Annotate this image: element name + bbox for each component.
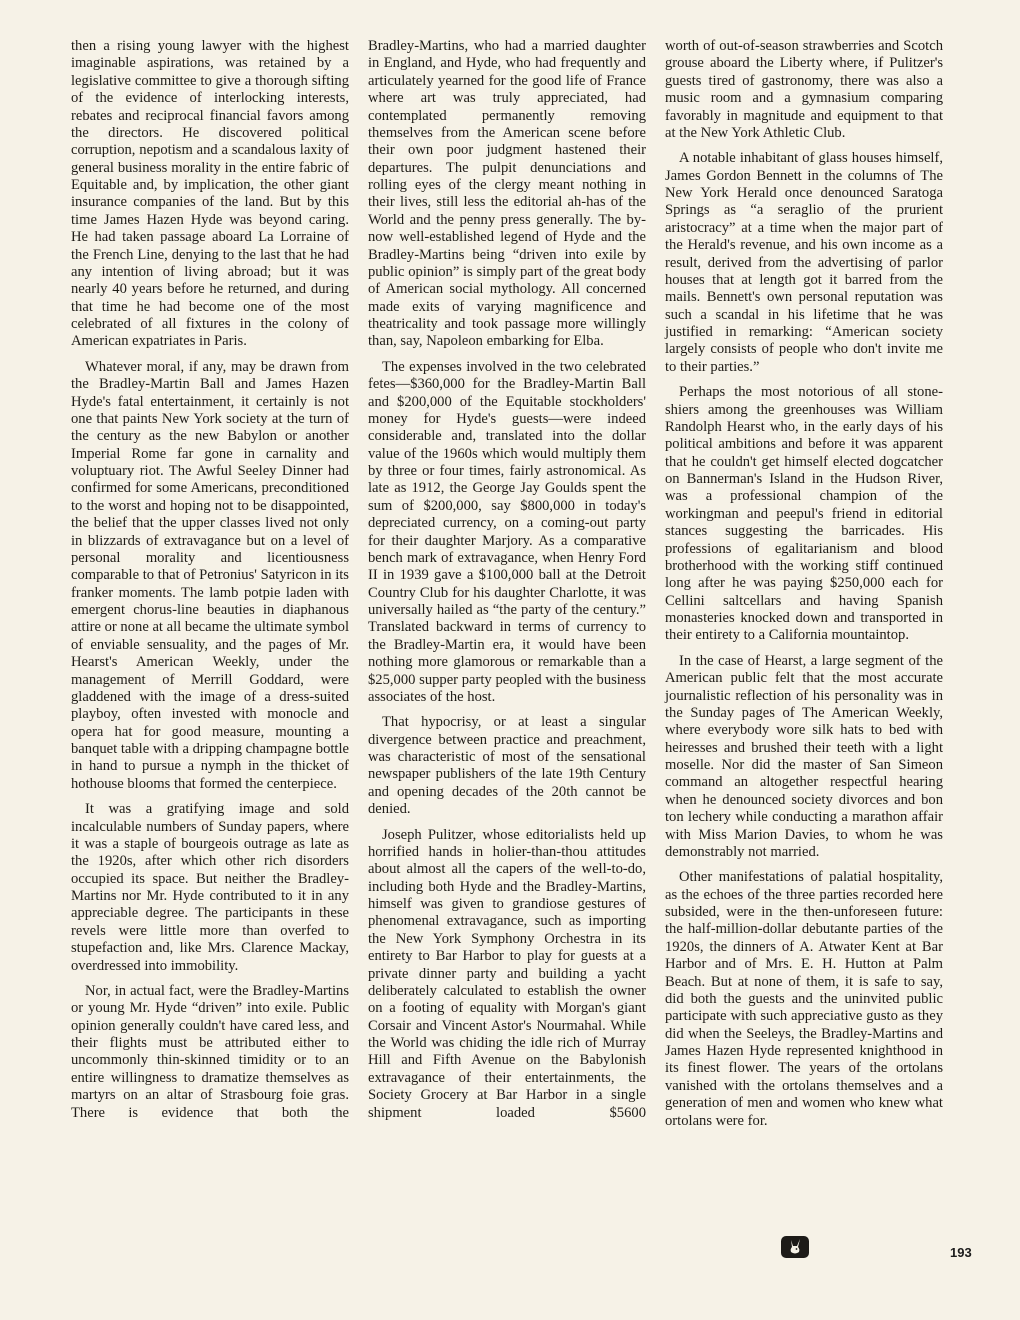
page-number: 193 [950, 1245, 972, 1260]
paragraph: then a rising young lawyer with the highest imaginable aspirations, was retained by a legislative committee to give a thorough sifting of the evidence of interlocking interests, rebates and reciprocal financial favors among the directors. He discovered political corruption, nepotism and a scandalous laxity of general business morality in the entire fabric of Equitable and, by implication, the other giant insurance companies of the land. But by this time James Hazen Hyde was beyond caring. He had taken passage aboard La Lorraine of the French Line, denying to the last that he had any intention of living abroad; but it was nearly 40 years before he returned, and during that time he had become one of the most celebrated of all fixtures in the colony of American expatriates in Paris. [71, 38, 349, 350]
paragraph: In the case of Hearst, a large segment of the American public felt that the most accurate journalistic reflection of his personality was in the Sunday pages of The American Weekly, where everybody wore silk hats to bed with heiresses and brushed their teeth with a light moselle. Nor did the master of San Simeon command an altogether respectful hearing when he denounced society divorces and bon ton lechery while conducting a marathon affair with Miss Marion Davies, to whom he was demonstrably not married. [665, 652, 943, 860]
paragraph: Perhaps the most notorious of all stone-shiers among the greenhouses was William Randolph Hearst who, in the early days of his political ambitions and before it was apparent that he couldn't get himself elected dogcatcher on Bannerman's Island in the Hudson River, was a professional champion of the workingman and peepul's friend in editorial stances suggesting the barricades. His professions of egalitarianism and blood brotherhood with the working stiff continued long after he was paying $250,000 each for Cellini saltcellars and having Spanish monasteries knocked down and transported in their entirety to a California mountaintop. [665, 384, 943, 644]
text-column-1 [71, 38, 349, 1130]
paragraph: Joseph Pulitzer, whose editorialists held up horrified hands in holier-than-thou attitudes about almost all the capers of the well-to-do, including both Hyde and the Bradley-Martins, himself was given to grandiose gestures of phenomenal extravagance, such as importing the New York Symphony Orchestra in its entirety to Bar Harbor to play for guests at a private dinner party and building a yacht deliberately calculated to establish the owner on a footing of equality with Morgan's giant Corsair and Vincent Astor's Nourmahal. While the World was chiding the idle rich of Murray Hill and Fifth Avenue on the Babylonish extravagance of their entertainments, the Society Grocery at Bar Harbor in a single shipment loaded $5600 [368, 826, 646, 1121]
text-column-3 [665, 38, 943, 1138]
paragraph: The expenses involved in the two celebrated fetes—$360,000 for the Bradley-Martin Ball and $200,000 of the Equitable stockholders' money for Hyde's guests—were indeed considerable and, translated into the dollar value of the 1960s which would multiply them by three or four times, fairly astronomical. As late as 1912, the George Jay Goulds spent the sum of $200,000, say $800,000 in today's depreciated currency, on a coming-out party for their daughter Marjory. As a comparative bench mark of extravagance, when Henry Ford II in 1939 gave a $100,000 ball at the Detroit Country Club for his daughter Charlotte, it was universally hailed as “the party of the century.” Translated backward in terms of currency to the Bradley-Martin era, it would have been nothing more glamorous or remarkable than a $25,000 supper party peopled with the business associates of the host. [368, 358, 646, 705]
paragraph: Whatever moral, if any, may be drawn from the Bradley-Martin Ball and James Hazen Hyde's fatal entertainment, it certainly is not one that paints New York society at the turn of the century as the new Babylon or another Imperial Rome far gone in carnality and voluptuary riot. The Awful Seeley Dinner had confirmed for some Americans, preconditioned to the worst and hoping not to be disappointed, the belief that the upper classes lived not only in blizzards of extravagance but on a level of personal morality and licentiousness comparable to that of Petronius' Satyricon in its franker moments. The lamb potpie laden with emergent chorus-line beauties in diaphanous attire or none at all became the ultimate symbol of enviable sensuality, and the pages of Mr. Hearst's American Weekly, under the management of Merrill Goddard, were gladdened with the image of a dress-suited playboy, often invested with monocle and opera hat for good measure, mounting a banquet table with a dripping champagne bottle in hand to pursue a nymph in the thicket of hothouse blooms that formed the centerpiece. [71, 358, 350, 792]
paragraph: worth of out-of-season strawberries and Scotch grouse aboard the Liberty where, if Pulitzer's guests tired of gastronomy, there was also a music room and a gymnasium comparing favorably in magnitude and equipment to that at the New York Athletic Club. [665, 38, 943, 141]
rabbit-head-icon [781, 1236, 809, 1258]
paragraph: That hypocrisy, or at least a singular divergence between practice and preachment, was characteristic of most of the sensational newspaper publishers of the late 19th Century and opening decades of the 20th cannot be denied. [368, 714, 646, 818]
paragraph: Nor, in actual fact, were the Bradley-Martins or young Mr. Hyde “driven” into exile. Public opinion generally couldn't have cared less, and their flights must be attributed either to uncommonly thin-skinned timidity or to an entire willingness to dramatize themselves as martyrs on an altar of Strasbourg foie gras. There is evidence that both the [71, 982, 349, 1121]
paragraph: It was a gratifying image and sold incalculable numbers of Sunday papers, where it was a staple of bourgeois outrage as late as the 1920s, after which other rich disorders occupied its space. But neither the Bradley-Martins nor Mr. Hyde contributed to it in any appreciable degree. The participants in these revels were little more than overfed to stupefaction and, like Mrs. Clarence Mackay, overdressed into immobility. [71, 801, 349, 974]
text-column-2 [368, 38, 646, 1130]
paragraph: Other manifestations of palatial hospitality, as the echoes of the three parties recorded here subsided, were in the then-unforeseen future: the half-million-dollar debutante parties of the 1920s, the dinners of A. Atwater Kent at Bar Harbor and of Mrs. E. H. Hutton at Palm Beach. But at none of them, it is safe to say, did both the guests and the uninvited public participate with such appreciative gusto as they did when the Seeleys, the Bradley-Martins and James Hazen Hyde represented knighthood in its finest flower. The years of the ortolans vanished with the ortolans themselves and a generation of men and women who knew what ortolans were for. [665, 869, 943, 1129]
paragraph: Bradley-Martins, who had a married daughter in England, and Hyde, who had frequently and articulately yearned for the good life of France where art was truly appreciated, had contemplated permanently removing themselves from the American scene before their own poor judgment hastened their departures. The pulpit denunciations and rolling eyes of the clergy meant nothing in their lives, still less the editorial ah-has of the World and the penny press generally. The by-now well-established legend of Hyde and the Bradley-Martins being “driven into exile by public opinion” is simply part of the great body of American social mythology. All concerned made exits of varying magnificence and theatricality and took passage more willingly than, say, Napoleon embarking for Elba. [368, 38, 646, 350]
paragraph: A notable inhabitant of glass houses himself, James Gordon Bennett in the columns of The New York Herald once denounced Saratoga Springs as “a seraglio of the prurient aristocracy” at a time when the major part of the Herald's revenue, and his own income as a result, derived from the advertising of parlor houses that at length got it barred from the mails. Bennett's own personal reputation was such a scandal in his lifetime that he was justified in remarking: “American society largely consists of people who don't invite me to their parties.” [665, 150, 943, 375]
